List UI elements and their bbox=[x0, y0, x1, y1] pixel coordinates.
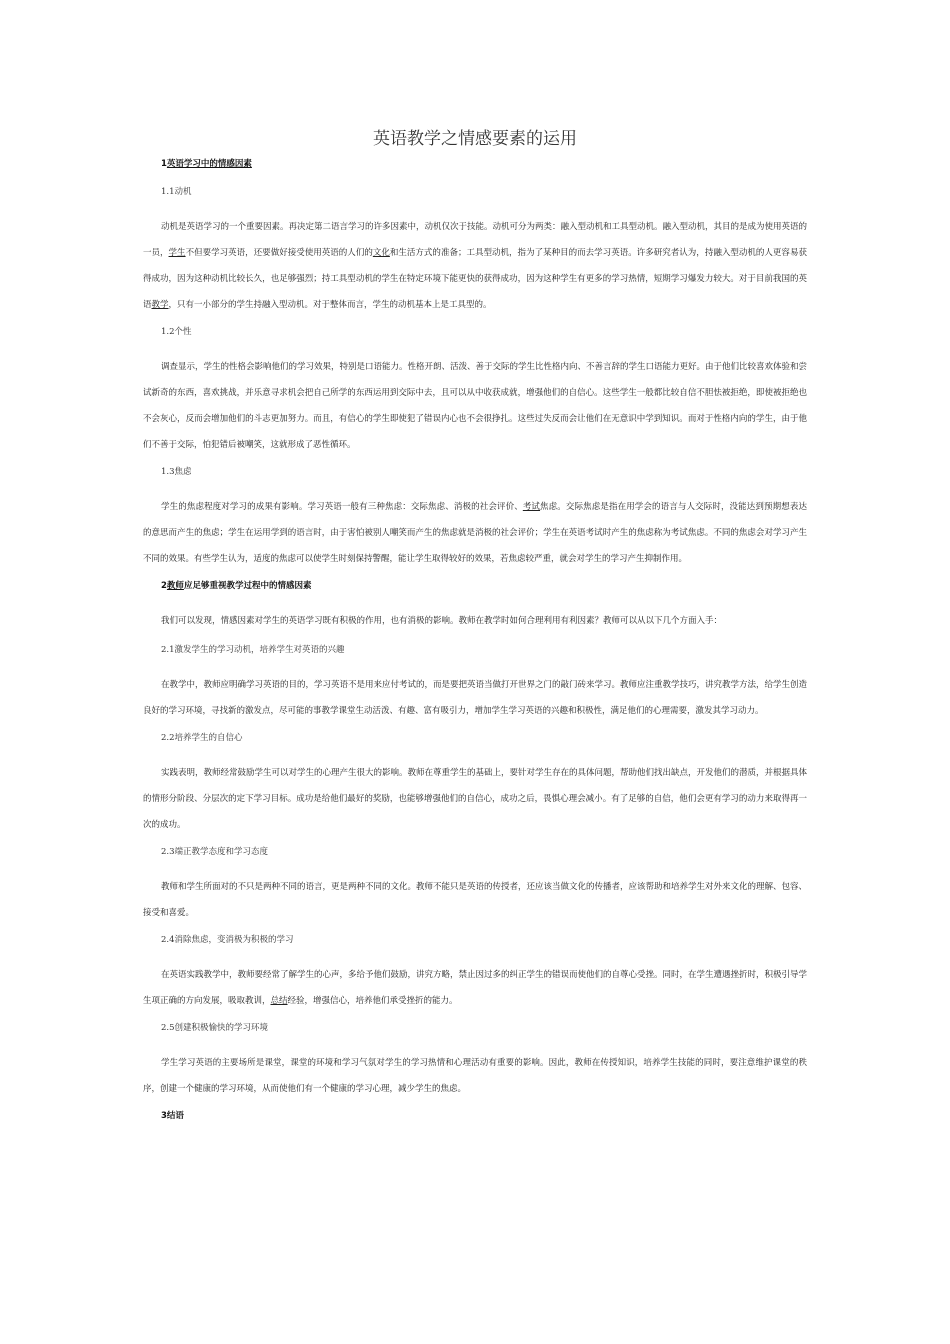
section-2-heading-text: 应足够重视教学过程中的情感因素 bbox=[183, 581, 312, 591]
section-2-link[interactable]: 教师 bbox=[166, 581, 184, 591]
section-2-heading bbox=[161, 580, 807, 592]
link-culture[interactable]: 文化 bbox=[372, 248, 390, 258]
text-run: 动机是英语学习的一个重要因素。再决定第二语言学习的许多因素中，动机仅次于技能。动机可分为两类：融入型动机和工具型动机。融入型动机，其目的是成为使用英语的一员， bbox=[143, 222, 808, 258]
section-1-link[interactable]: 英语学习中的情感因素 bbox=[166, 159, 252, 169]
paragraph-2-4 bbox=[143, 962, 807, 1014]
subsection-2-3-heading: 2.3端正教学态度和学习态度 bbox=[161, 847, 269, 857]
text-run: 经验，增强信心，培养他们承受挫折的能力。 bbox=[287, 996, 458, 1006]
subsection-1-3-heading: 1.3焦虑 bbox=[161, 467, 192, 477]
paragraph-1-3 bbox=[143, 494, 807, 572]
subsection-2-4-heading: 2.4消除焦虑，变消极为积极的学习 bbox=[161, 935, 294, 945]
text-run: 不但要学习英语，还要做好接受使用英语的人们的 bbox=[185, 248, 373, 258]
paragraph-2-2: 实践表明，教师经常鼓励学生可以对学生的心理产生很大的影响。教师在尊重学生的基础上，要针对学生存在的具体问题，帮助他们找出缺点，开发他们的潜质，并根据具体的情形分阶段、分层次的定下学习目标。成功是给他们最好的奖励，也能够增强他们的自信心，成功之后，畏惧心理会减小。有了足够的自信，他们会更有学习的动力来取得再一次的成功。 bbox=[143, 768, 808, 830]
section-3-heading bbox=[161, 1110, 807, 1122]
section-number: 1 bbox=[161, 159, 167, 169]
section-3-heading-text: 结语 bbox=[166, 1111, 184, 1121]
page-title: 英语教学之情感要素的运用 bbox=[373, 129, 577, 149]
section-number: 3 bbox=[161, 1111, 167, 1121]
paragraph-2-5: 学生学习英语的主要场所是课堂，课堂的环境和学习气氛对学生的学习热情和心理活动有重要的影响。因此，教师在传授知识，培养学生技能的同时，要注意维护课堂的秩序，创建一个健康的学习环境，从而使他们有一个健康的学习心理，减少学生的焦虑。 bbox=[143, 1058, 807, 1094]
subsection-2-1-heading: 2.1激发学生的学习动机，培养学生对英语的兴趣 bbox=[161, 645, 345, 655]
link-exam[interactable]: 考试 bbox=[522, 502, 541, 512]
text-run: 学生的焦虑程度对学习的成果有影响。学习英语一般有三种焦虑：交际焦虑、消极的社会评价、 bbox=[161, 502, 523, 512]
subsection-1-1-heading: 1.1动机 bbox=[161, 187, 192, 197]
text-run: 和生活方式的准备；工具型动机，指为了某种目的而去学习英语。许多研究者认为，持融入型动机的人更容易获得成功，因为这种动机比较长久，也足够强烈；持工具型动机的学生在特定环境下能更快的获得成功，因为这种学生有更多的学习热情，短期学习爆发力较大。对于目前我国的英语 bbox=[143, 248, 807, 310]
section-1-heading bbox=[161, 158, 807, 170]
section-number: 2 bbox=[161, 581, 167, 591]
document-body bbox=[143, 128, 807, 1138]
paragraph-2-1: 在教学中，教师应明确学习英语的目的，学习英语不是用来应付考试的，而是要把英语当做打开世界之门的敲门砖来学习。教师应注重教学技巧，讲究教学方法，给学生创造良好的学习环境，寻找新的激发点，尽可能的事教学课堂生动活泼、有趣、富有吸引力，增加学生学习英语的兴趣和积极性，满足他们的心理需要，激发其学习动力。 bbox=[143, 680, 808, 716]
text-run: 焦虑。交际焦虑是指在用学会的语言与人交际时，没能达到预期想表达的意思而产生的焦虑；学生在运用学到的语言时，由于害怕被别人嘲笑而产生的焦虑就是消极的社会评价；学生在英语考试时产生的焦虑称为考试焦虑。不同的焦虑会对学习产生不同的效果。有些学生认为，适度的焦虑可以使学生时刻保持警醒，能让学生取得较好的效果，若焦虑较严重，就会对学生的学习产生抑制作用。 bbox=[143, 502, 807, 564]
paragraph-1-1 bbox=[143, 214, 807, 318]
link-teaching[interactable]: 教学 bbox=[151, 300, 169, 310]
subsection-2-2-heading: 2.2培养学生的自信心 bbox=[161, 733, 243, 743]
section-2-intro: 我们可以发现，情感因素对学生的英语学习既有积极的作用，也有消极的影响。教师在教学时如何合理利用有利因素？教师可以从以下几个方面入手： bbox=[161, 616, 723, 626]
paragraph-1-2: 调查显示，学生的性格会影响他们的学习效果，特别是口语能力。性格开朗、活泼、善于交际的学生比性格内向、不善言辞的学生口语能力更好。由于他们比较喜欢体验和尝试新奇的东西，喜欢挑战，并乐意寻求机会把自己所学的东西运用到交际中去，且可以从中收获成就，增强他们的自信心。这些学生一般都比较自信不胆怯被拒绝，即使被拒绝也不会灰心，反而会增加他们的斗志更加努力。而且，有信心的学生即使犯了错误内心也不会很挣扎。这些过失反而会让他们在无意识中学到知识。而对于性格内向的学生，由于他们不善于交际，怕犯错后被嘲笑，这就形成了恶性循环。 bbox=[143, 362, 808, 450]
paragraph-2-3: 教师和学生所面对的不只是两种不同的语言，更是两种不同的文化。教师不能只是英语的传授者，还应该当做文化的传播者，应该帮助和培养学生对外来文化的理解、包容、接受和喜爱。 bbox=[143, 882, 808, 918]
text-run: 在英语实践教学中，教师要经常了解学生的心声，多给予他们鼓励，讲究方略，禁止因过多的纠正学生的错误而使他们的自尊心受挫。同时，在学生遭遇挫折时，积极引导学生项正确的方向发展，吸取教训， bbox=[143, 970, 808, 1006]
subsection-1-2-heading: 1.2个性 bbox=[161, 327, 192, 337]
text-run: ，只有一小部分的学生持融入型动机。对于整体而言，学生的动机基本上是工具型的。 bbox=[168, 300, 492, 310]
link-student[interactable]: 学生 bbox=[168, 248, 186, 258]
subsection-2-5-heading: 2.5创建积极愉快的学习环境 bbox=[161, 1023, 269, 1033]
link-summary[interactable]: 总结 bbox=[270, 996, 288, 1006]
